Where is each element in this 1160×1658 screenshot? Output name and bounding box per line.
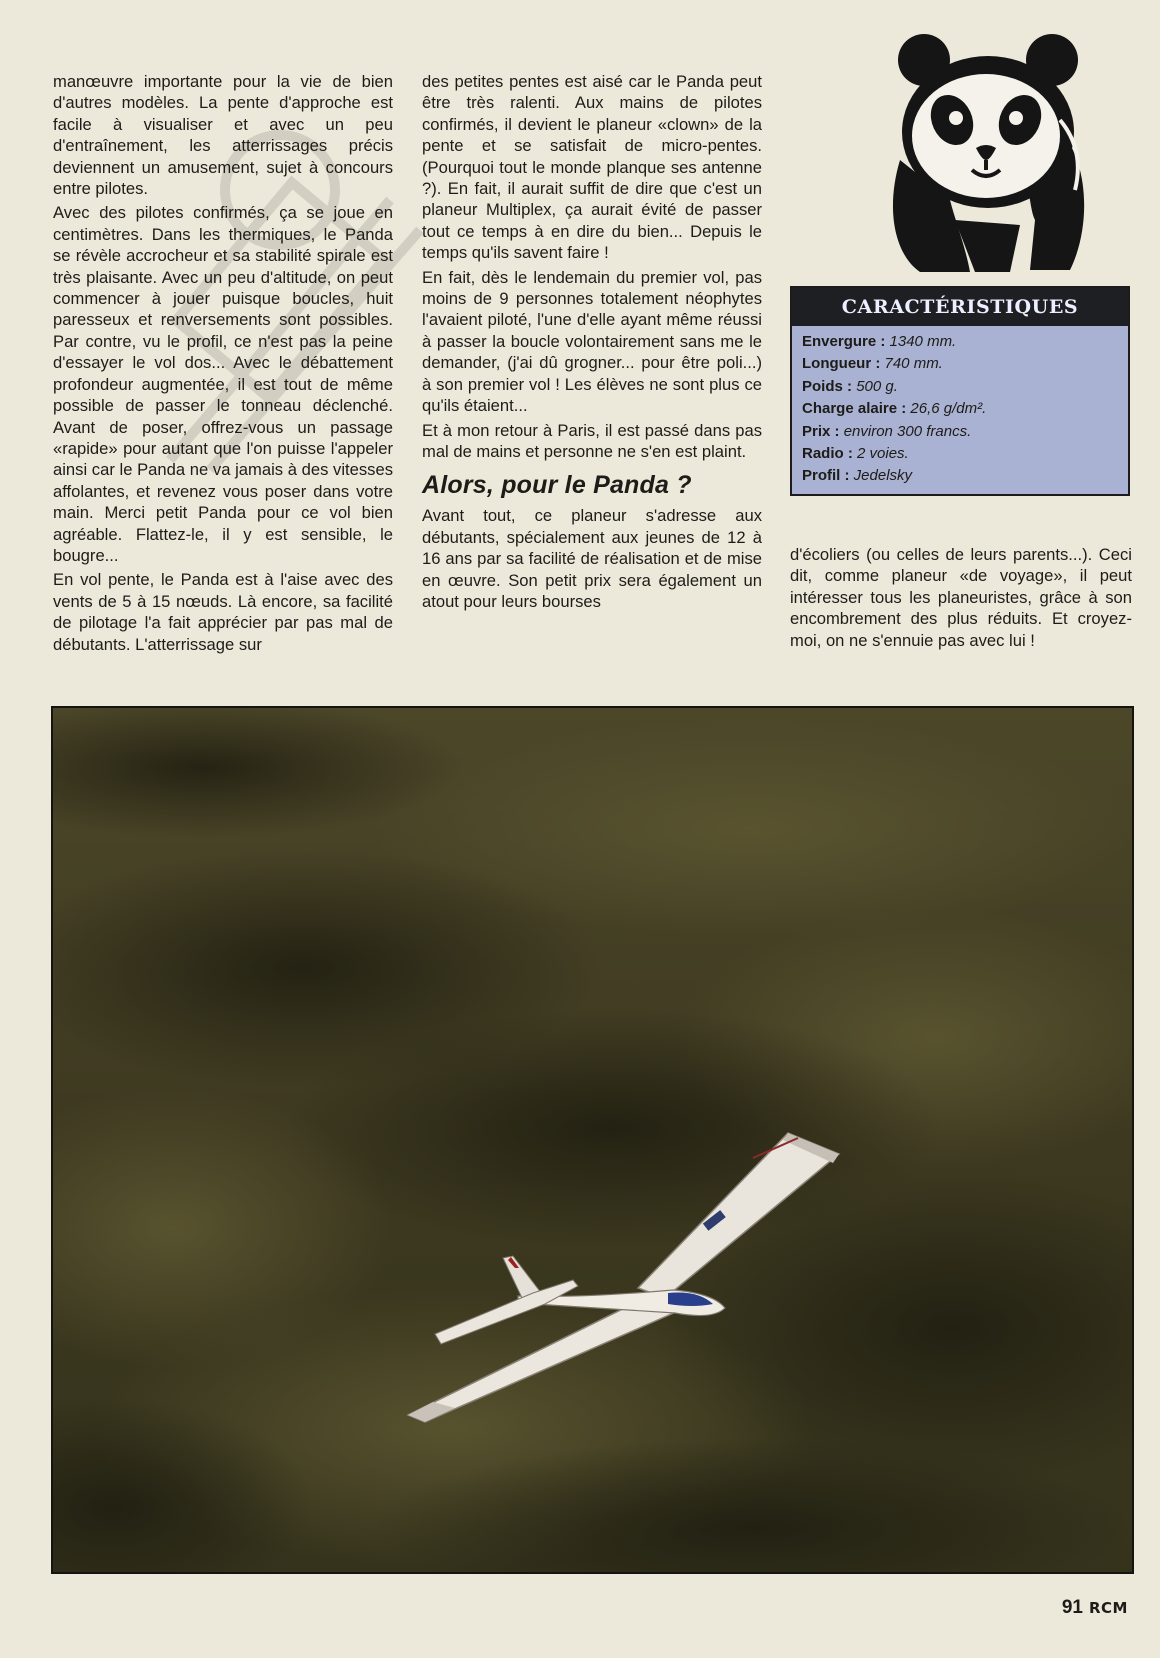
- magazine-name: RCM: [1089, 1599, 1128, 1617]
- spec-row: Poids : 500 g.: [802, 377, 898, 395]
- paragraph: d'écoliers (ou celles de leurs parents...). Ceci dit, comme planeur «de voyage», il peut intéresser tous les planeuristes, grâce à son encombrement des plus réduits. Et croyez-moi, on ne s'ennuie pas avec lui !: [790, 545, 1132, 650]
- panda-illustration: [880, 20, 1100, 280]
- paragraph: Avec des pilotes confirmés, ça se joue en centimètres. Dans les thermiques, le Panda se révèle accrocheur et sa stabilité spirale est très plaisante. Avec un peu d'altitude, on peut commencer à jouer puisque boucles, huit paresseux et renversements sont possibles. Par contre, vu le profil, ce n'est pas la peine d'essayer le vol dos... Avec le débattement profondeur augmentée, il est tout de même possible de passer le tonneau déclenché. Avant de poser, offrez-vous un passage «rapide» pour autant que l'on puisse l'appeler ainsi car le Panda ne va jamais à des vitesses affolantes, et revenez vous poser dans votre main. Merci petit Panda pour ce vol bien agréable. Flattez-le, il y est sensible, le bougre...: [53, 203, 393, 565]
- spec-row: Radio : 2 voies.: [802, 445, 909, 463]
- specifications-title: CARACTÉRISTIQUES: [792, 288, 1128, 326]
- paragraph: En fait, dès le lendemain du premier vol, pas moins de 9 personnes totalement néophytes l'avaient piloté, l'une d'elle ayant même réussi à passer la boucle volontairement sans me le demander, (j'ai dû grogner... pour être poli...) à son premier vol ! Les élèves ne sont plus ce qu'ils étaient...: [422, 267, 762, 416]
- paragraph: Avant tout, ce planeur s'adresse aux débutants, spécialement aux jeunes de 12 à 16 ans par sa facilité de réalisation et de mise en œuvre. Son petit prix sera également un atout pour leurs bourses: [422, 506, 762, 611]
- specifications-list: [792, 326, 1128, 493]
- paragraph: manœuvre importante pour la vie de bien d'autres modèles. La pente d'approche est facile à visualiser et avec un peu d'entraînement, les atterrissages précis deviennent un amusement, sujet à concours entre pilotes.: [53, 72, 393, 199]
- paragraph: Et à mon retour à Paris, il est passé dans pas mal de mains et personne ne s'en est plaint.: [422, 420, 762, 461]
- spec-row: Profil : Jedelsky: [802, 467, 913, 485]
- spec-row: Charge alaire : 26,6 g/dm².: [802, 400, 987, 418]
- page-folio: [1062, 1597, 1128, 1619]
- text-column-3: [790, 544, 1132, 654]
- section-subheading: Alors, pour le Panda ?: [422, 471, 692, 500]
- spec-row: Envergure : 1340 mm.: [802, 333, 957, 350]
- page-number: 91: [1061, 1597, 1083, 1618]
- text-column-1: [53, 71, 393, 658]
- spec-row: Prix : environ 300 francs.: [802, 422, 972, 440]
- text-column-2: [422, 71, 762, 615]
- glider-photograph: [51, 706, 1134, 1574]
- specifications-box: [790, 286, 1130, 496]
- paragraph: En vol pente, le Panda est à l'aise avec des vents de 5 à 15 nœuds. Là encore, sa facilité de pilotage l'a fait apprécier par pas mal de débutants. L'atterrissage sur: [53, 570, 393, 654]
- paragraph: des petites pentes est aisé car le Panda peut être très ralenti. Aux mains de pilotes confirmés, il devient le planeur «clown» de la pente et se satisfait de micro-pentes. (Pourquoi tout le monde planque ses antenne ?). En fait, il aurait suffit de dire que c'est un planeur Multiplex, ça aurait évité de passer tout ce temps à en dire du bien... Depuis le temps qu'ils savent faire !: [422, 72, 762, 263]
- spec-row: Longueur : 740 mm.: [802, 355, 943, 373]
